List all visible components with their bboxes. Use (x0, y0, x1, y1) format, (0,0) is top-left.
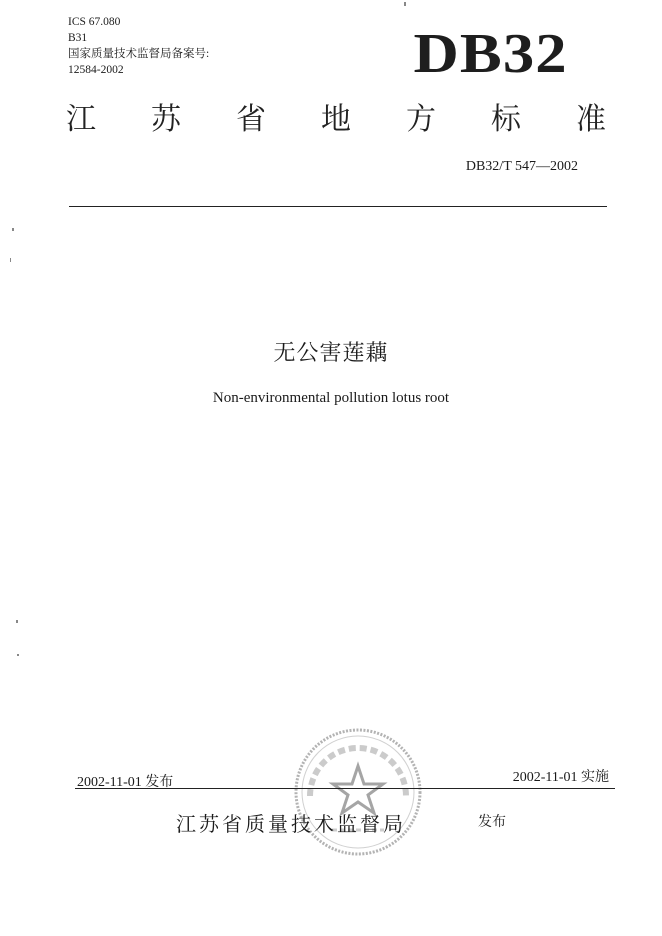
title-char: 标 (491, 102, 521, 137)
title-char: 地 (321, 102, 351, 137)
publisher-name: 江苏省质量技术监督局 (176, 812, 406, 836)
document-title: 无公害莲藕 (273, 341, 389, 366)
standard-type-title (66, 102, 606, 138)
title-char: 苏 (151, 102, 181, 137)
title-char: 江 (66, 102, 96, 137)
category-code: B31 (68, 32, 88, 44)
metadata-block (68, 14, 209, 78)
title-char: 准 (576, 102, 606, 137)
standard-logo: DB32 (413, 23, 568, 85)
document-subtitle: Non-environmental pollution lotus root (212, 390, 450, 406)
ics-code: ICS 67.080 (68, 16, 121, 28)
filing-label: 国家质量技术监督局备案号: (68, 48, 210, 60)
title-char: 方 (406, 102, 436, 137)
scan-speck (404, 2, 406, 6)
scan-speck (12, 228, 14, 231)
publish-date: 2002-11-01 发布 (77, 775, 174, 790)
filing-number: 12584-2002 (68, 64, 124, 76)
standard-number: DB32/T 547—2002 (465, 159, 578, 174)
top-divider (69, 206, 607, 207)
publisher-suffix: 发布 (478, 814, 506, 830)
implement-date: 2002-11-01 实施 (512, 770, 609, 785)
official-seal-image (292, 726, 424, 858)
scan-speck (17, 654, 19, 656)
scan-speck (16, 620, 18, 623)
scan-speck (10, 258, 11, 262)
title-char: 省 (236, 102, 266, 137)
bottom-divider (75, 788, 615, 789)
